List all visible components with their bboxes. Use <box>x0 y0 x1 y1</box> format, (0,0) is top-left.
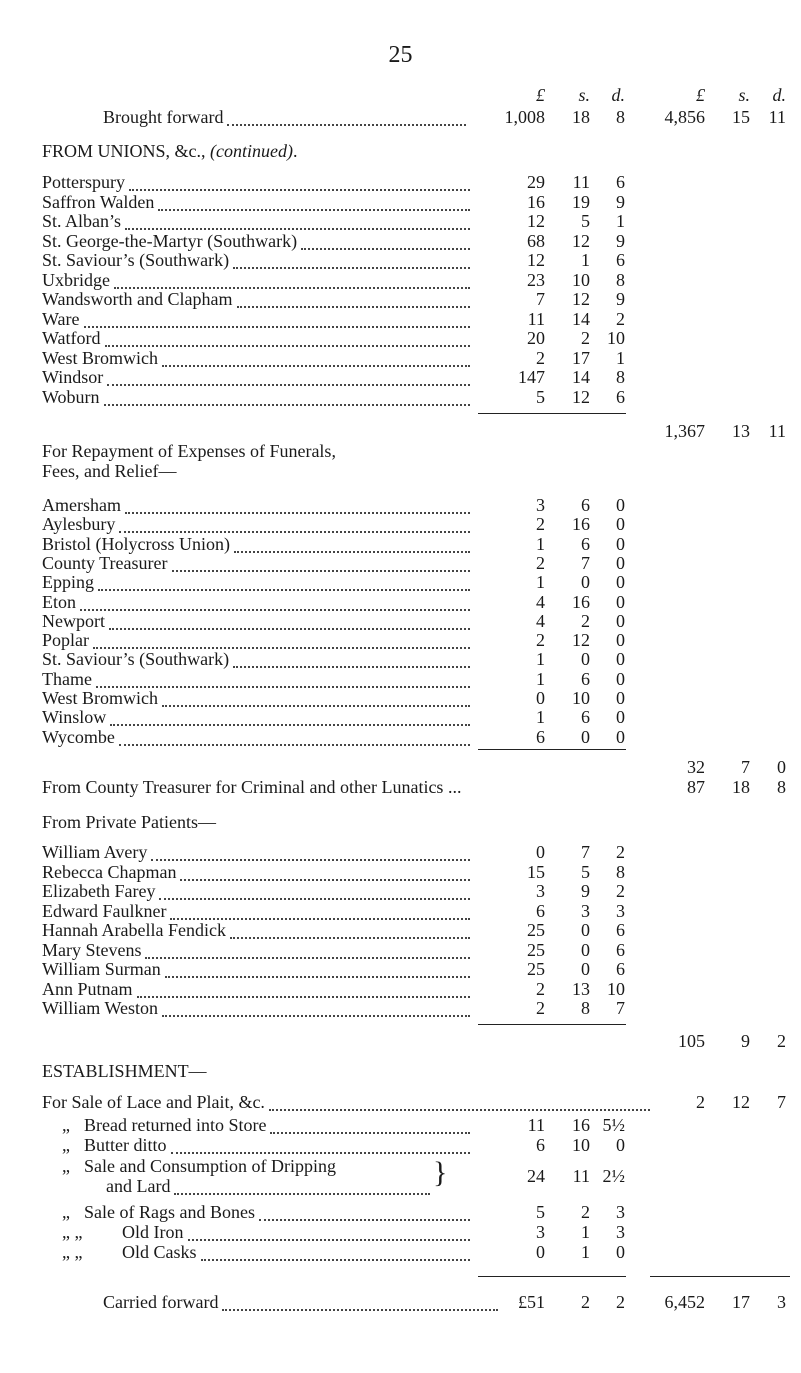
funeral-entry-pence: 0 <box>616 688 625 708</box>
funeral-entry-pounds: 3 <box>536 495 545 515</box>
leader-dots <box>125 512 470 514</box>
leader-dots <box>171 1152 471 1154</box>
establishment-entry-label: Sale of Rags and Bones <box>84 1202 255 1222</box>
funeral-entry-pence: 0 <box>616 591 625 612</box>
union-entry-label: Uxbridge <box>42 269 110 290</box>
leader-dots <box>165 976 470 978</box>
private-patient-label: Rebecca Chapman <box>42 861 177 882</box>
establishment-ditto-mark: „ <box>62 1115 70 1135</box>
establishment-ditto-mark: „ „ <box>62 1222 83 1242</box>
funeral-entry-label: Eton <box>42 591 76 612</box>
private-patient-pence: 6 <box>616 920 625 940</box>
establishment-entry-pounds: 5 <box>536 1202 545 1222</box>
private-patient-pounds: 2 <box>536 978 545 999</box>
leader-dots <box>110 724 470 726</box>
establishment-entry-pence: 5½ <box>602 1115 625 1135</box>
leader-dots <box>301 248 470 250</box>
funeral-entry-shillings: 7 <box>581 552 590 573</box>
funeral-entry-shillings: 0 <box>581 572 590 593</box>
union-entry-label: St. Alban’s <box>42 211 122 231</box>
establishment-entry-label: Butter ditto <box>84 1135 167 1155</box>
private-patient-pounds: 0 <box>536 842 545 862</box>
subtotal-rule <box>478 1024 626 1025</box>
union-entry-shillings: 14 <box>572 308 590 329</box>
leader-dots <box>222 1309 498 1311</box>
union-entry-pence: 6 <box>616 172 625 192</box>
private-patient-label: William Surman <box>42 959 161 979</box>
leader-dots <box>188 1239 471 1241</box>
establishment-entry-shillings: 10 <box>572 1135 590 1155</box>
establishment-entry-shillings: 11 <box>572 1166 590 1186</box>
private-patient-shillings: 3 <box>581 900 590 921</box>
union-entry-shillings: 12 <box>572 289 590 309</box>
union-entry-pounds: 12 <box>527 250 545 270</box>
union-entry-pounds: 16 <box>527 191 545 212</box>
establishment-entry-pence: 3 <box>616 1202 625 1222</box>
union-entry-pounds: 147 <box>518 367 545 387</box>
inner-pence-header: d. <box>611 85 625 105</box>
union-entry-label: Ware <box>42 308 80 329</box>
establishment-entry-pounds: 11 <box>527 1115 545 1135</box>
establishment-entry-label: Old Casks <box>122 1242 197 1262</box>
private-patient-label: Edward Faulkner <box>42 900 167 921</box>
funeral-entry-label: Wycombe <box>42 726 115 747</box>
leader-dots <box>162 365 470 367</box>
leader-dots <box>201 1259 470 1261</box>
outer-shilling-header: s. <box>738 85 750 105</box>
union-entry-shillings: 12 <box>572 230 590 251</box>
leader-dots <box>227 124 466 126</box>
funeral-entry-label: Poplar <box>42 630 89 651</box>
lace-total-shillings: 12 <box>732 1092 750 1112</box>
funeral-entry-shillings: 0 <box>581 726 590 747</box>
leader-dots <box>174 1193 430 1195</box>
leader-dots <box>259 1219 470 1221</box>
funeral-entry-label: Newport <box>42 610 105 631</box>
lace-total-pounds: 2 <box>696 1092 705 1112</box>
union-entry-pence: 8 <box>616 269 625 290</box>
funeral-entry-pounds: 6 <box>536 726 545 747</box>
funeral-entry-pounds: 0 <box>536 688 545 708</box>
leader-dots <box>151 859 470 861</box>
funeral-entry-label: St. Saviour’s (Southwark) <box>42 649 230 670</box>
brought-forward-inner-shillings: 18 <box>572 107 590 127</box>
private-patient-shillings: 7 <box>581 842 590 862</box>
lace-total-pence: 7 <box>777 1092 786 1112</box>
funeral-entry-pence: 0 <box>616 495 625 515</box>
leader-dots <box>84 326 470 328</box>
union-entry-pence: 8 <box>616 367 625 387</box>
private-total-pence: 2 <box>777 1031 786 1051</box>
establishment-entry-shillings: 2 <box>581 1202 590 1222</box>
funeral-entry-label: Winslow <box>42 707 107 728</box>
funeral-entry-shillings: 6 <box>581 533 590 554</box>
private-patient-label: Hannah Arabella Fendick <box>42 920 226 940</box>
brought-forward-label: Brought forward <box>103 107 224 127</box>
funeral-entry-shillings: 16 <box>572 514 590 535</box>
union-entry-pence: 1 <box>616 347 625 368</box>
leader-dots <box>233 267 470 269</box>
union-entry-label: Potterspury <box>42 172 125 192</box>
funeral-entry-pounds: 1 <box>536 668 545 689</box>
funeral-entry-pounds: 2 <box>536 552 545 573</box>
union-entry-label: Saffron Walden <box>42 191 155 212</box>
funeral-entry-pounds: 1 <box>536 572 545 593</box>
union-entry-pence: 9 <box>616 289 625 309</box>
funeral-entry-shillings: 2 <box>581 610 590 631</box>
unions-total-pounds: 1,367 <box>664 421 705 441</box>
inner-pound-header: £ <box>536 85 545 105</box>
union-entry-pence: 1 <box>616 211 625 231</box>
brought-forward-inner-pounds: 1,008 <box>504 107 545 127</box>
establishment-entry-pounds: 3 <box>536 1222 545 1242</box>
brought-forward-outer-shillings: 15 <box>732 107 750 127</box>
private-patient-shillings: 0 <box>581 939 590 960</box>
carried-forward-inner-shillings: 2 <box>581 1292 590 1312</box>
establishment-entry-label-continued: and Lard <box>106 1176 171 1196</box>
establishment-entry-label: Sale and Consumption of Dripping <box>84 1156 336 1176</box>
funeral-entry-pounds: 1 <box>536 707 545 728</box>
funeral-entry-pence: 0 <box>616 707 625 728</box>
brought-forward-outer-pounds: 4,856 <box>664 107 705 127</box>
private-patient-shillings: 8 <box>581 998 590 1018</box>
private-patient-pence: 7 <box>616 998 625 1018</box>
private-patient-pounds: 25 <box>527 959 545 979</box>
union-entry-label: St. George-the-Martyr (Southwark) <box>42 230 298 251</box>
leader-dots <box>234 551 470 553</box>
establishment-entry-shillings: 1 <box>581 1242 590 1262</box>
private-patient-shillings: 13 <box>572 978 590 999</box>
private-total-shillings: 9 <box>741 1031 750 1051</box>
private-patient-pounds: 3 <box>536 881 545 901</box>
private-patient-pence: 10 <box>607 978 625 999</box>
establishment-ditto-mark: „ „ <box>62 1242 83 1262</box>
private-patient-shillings: 0 <box>581 920 590 940</box>
funerals-heading-line1: For Repayment of Expenses of Funerals, <box>42 441 336 461</box>
funerals-total-pence: 0 <box>777 757 786 777</box>
carried-forward-inner-pounds: £51 <box>518 1292 545 1312</box>
private-patient-pounds: 15 <box>527 861 545 882</box>
union-entry-pence: 2 <box>616 308 625 329</box>
funeral-entry-pence: 0 <box>616 630 625 651</box>
private-patient-label: Mary Stevens <box>42 939 142 960</box>
leader-dots <box>109 628 470 630</box>
leader-dots <box>158 209 470 211</box>
brought-forward-inner-pence: 8 <box>616 107 625 127</box>
funerals-heading-line2: Fees, and Relief— <box>42 461 177 481</box>
funeral-entry-pence: 0 <box>616 533 625 554</box>
union-entry-shillings: 2 <box>581 328 590 348</box>
private-patient-pence: 3 <box>616 900 625 921</box>
funeral-entry-shillings: 12 <box>572 630 590 651</box>
private-patient-shillings: 5 <box>581 861 590 882</box>
private-patient-label: Elizabeth Farey <box>42 881 156 901</box>
union-entry-pounds: 23 <box>527 269 545 290</box>
establishment-heading: ESTABLISHMENT— <box>42 1061 207 1081</box>
lunatics-label: From County Treasurer for Criminal and other Lunatics ... <box>42 777 462 797</box>
private-patient-pounds: 25 <box>527 939 545 960</box>
establishment-ditto-mark: „ <box>62 1202 70 1222</box>
union-entry-pounds: 2 <box>536 347 545 368</box>
union-entry-shillings: 19 <box>572 191 590 212</box>
union-entry-pence: 9 <box>616 230 625 251</box>
leader-dots <box>233 666 470 668</box>
funeral-entry-shillings: 16 <box>572 591 590 612</box>
funeral-entry-label: Amersham <box>42 495 121 515</box>
funeral-entry-shillings: 6 <box>581 495 590 515</box>
lace-label: For Sale of Lace and Plait, &c. <box>42 1092 265 1112</box>
funerals-total-pounds: 32 <box>687 757 705 777</box>
funeral-entry-pounds: 2 <box>536 514 545 535</box>
private-total-pounds: 105 <box>678 1031 705 1051</box>
union-entry-pounds: 68 <box>527 230 545 251</box>
private-patient-pounds: 6 <box>536 900 545 921</box>
establishment-entry-pence: 3 <box>616 1222 625 1242</box>
private-patient-pounds: 25 <box>527 920 545 940</box>
brace-glyph: } <box>433 1156 448 1189</box>
funeral-entry-pence: 0 <box>616 572 625 593</box>
funeral-entry-label: Aylesbury <box>42 514 116 535</box>
union-entry-label: West Bromwich <box>42 347 159 368</box>
union-entry-label: St. Saviour’s (Southwark) <box>42 250 230 270</box>
funeral-entry-pence: 0 <box>616 649 625 670</box>
funeral-entry-label: Thame <box>42 668 92 689</box>
carried-forward-outer-pounds: 6,452 <box>664 1292 705 1312</box>
total-rule <box>650 1276 790 1277</box>
establishment-entry-label: Bread returned into Store <box>84 1115 267 1135</box>
funeral-entry-shillings: 6 <box>581 707 590 728</box>
establishment-entry-pounds: 0 <box>536 1242 545 1262</box>
subtotal-rule <box>478 1276 626 1277</box>
union-entry-label: Watford <box>42 328 101 348</box>
private-patient-pence: 2 <box>616 842 625 862</box>
outer-pound-header: £ <box>696 85 705 105</box>
leader-dots <box>98 589 470 591</box>
leader-dots <box>104 404 470 406</box>
union-entry-shillings: 14 <box>572 367 590 387</box>
private-patient-label: William Weston <box>42 998 158 1018</box>
lunatics-total-shillings: 18 <box>732 777 750 797</box>
establishment-entry-shillings: 16 <box>572 1115 590 1135</box>
private-patient-label: Ann Putnam <box>42 978 133 999</box>
funeral-entry-shillings: 6 <box>581 668 590 689</box>
establishment-entry-pence: 2½ <box>602 1166 625 1186</box>
leader-dots <box>230 937 470 939</box>
funeral-entry-pence: 0 <box>616 514 625 535</box>
leader-dots <box>237 306 470 308</box>
private-patient-shillings: 0 <box>581 959 590 979</box>
union-entry-shillings: 11 <box>572 172 590 192</box>
union-entry-shillings: 12 <box>572 386 590 407</box>
funeral-entry-label: County Treasurer <box>42 552 168 573</box>
subtotal-rule <box>478 749 626 750</box>
union-entry-pounds: 12 <box>527 211 545 231</box>
union-entry-pounds: 29 <box>527 172 545 192</box>
leader-dots <box>269 1109 650 1111</box>
unions-heading: FROM UNIONS, &c., (continued). <box>42 141 298 161</box>
lunatics-total-pounds: 87 <box>687 777 705 797</box>
union-entry-label: Wandsworth and Clapham <box>42 289 233 309</box>
establishment-ditto-mark: „ <box>62 1156 70 1176</box>
funeral-entry-pounds: 1 <box>536 649 545 670</box>
funeral-entry-pence: 0 <box>616 610 625 631</box>
union-entry-pence: 6 <box>616 386 625 407</box>
funeral-entry-pence: 0 <box>616 726 625 747</box>
union-entry-shillings: 10 <box>572 269 590 290</box>
lunatics-total-pence: 8 <box>777 777 786 797</box>
leader-dots <box>137 996 470 998</box>
leader-dots <box>159 898 470 900</box>
subtotal-rule <box>478 413 626 414</box>
union-entry-label: Woburn <box>42 386 100 407</box>
union-entry-label: Windsor <box>42 367 104 387</box>
leader-dots <box>129 189 470 191</box>
union-entry-pounds: 7 <box>536 289 545 309</box>
funerals-total-shillings: 7 <box>741 757 750 777</box>
leader-dots <box>145 957 470 959</box>
funeral-entry-pounds: 1 <box>536 533 545 554</box>
leader-dots <box>107 384 470 386</box>
carried-forward-inner-pence: 2 <box>616 1292 625 1312</box>
leader-dots <box>172 570 471 572</box>
union-entry-pounds: 5 <box>536 386 545 407</box>
union-entry-shillings: 5 <box>581 211 590 231</box>
funeral-entry-label: Epping <box>42 572 94 593</box>
private-heading: From Private Patients— <box>42 812 216 832</box>
union-entry-pence: 9 <box>616 191 625 212</box>
private-patient-pounds: 2 <box>536 998 545 1018</box>
funeral-entry-pence: 0 <box>616 668 625 689</box>
private-patient-pence: 6 <box>616 959 625 979</box>
funeral-entry-pounds: 4 <box>536 610 545 631</box>
outer-pence-header: d. <box>772 85 786 105</box>
private-patient-pence: 2 <box>616 881 625 901</box>
leader-dots <box>80 609 470 611</box>
funeral-entry-shillings: 10 <box>572 688 590 708</box>
union-entry-pounds: 20 <box>527 328 545 348</box>
establishment-entry-shillings: 1 <box>581 1222 590 1242</box>
union-entry-pounds: 11 <box>527 308 545 329</box>
unions-total-pence: 11 <box>768 421 786 441</box>
carried-forward-outer-shillings: 17 <box>732 1292 750 1312</box>
establishment-entry-pence: 0 <box>616 1135 625 1155</box>
establishment-entry-pounds: 6 <box>536 1135 545 1155</box>
carried-forward-outer-pence: 3 <box>777 1292 786 1312</box>
establishment-entry-pence: 0 <box>616 1242 625 1262</box>
leader-dots <box>162 1015 470 1017</box>
private-patient-shillings: 9 <box>581 881 590 901</box>
leader-dots <box>119 744 470 746</box>
union-entry-pence: 10 <box>607 328 625 348</box>
page-number: 25 <box>388 42 413 68</box>
funeral-entry-shillings: 0 <box>581 649 590 670</box>
unions-total-shillings: 13 <box>732 421 750 441</box>
private-patient-pence: 6 <box>616 939 625 960</box>
private-patient-pence: 8 <box>616 861 625 882</box>
private-patient-label: William Avery <box>42 842 148 862</box>
establishment-entry-label: Old Iron <box>122 1222 184 1242</box>
brought-forward-outer-pence: 11 <box>768 107 786 127</box>
union-entry-shillings: 17 <box>572 347 590 368</box>
funeral-entry-pounds: 2 <box>536 630 545 651</box>
union-entry-shillings: 1 <box>581 250 590 270</box>
establishment-entry-pounds: 24 <box>527 1166 545 1186</box>
leader-dots <box>270 1132 470 1134</box>
funeral-entry-pounds: 4 <box>536 591 545 612</box>
leader-dots <box>162 705 470 707</box>
inner-shilling-header: s. <box>578 85 590 105</box>
leader-dots <box>180 879 470 881</box>
union-entry-pence: 6 <box>616 250 625 270</box>
funeral-entry-label: West Bromwich <box>42 688 159 708</box>
carried-forward-label: Carried forward <box>103 1292 219 1312</box>
funeral-entry-label: Bristol (Holycross Union) <box>42 533 230 554</box>
establishment-ditto-mark: „ <box>62 1135 70 1155</box>
funeral-entry-pence: 0 <box>616 552 625 573</box>
leader-dots <box>105 345 470 347</box>
